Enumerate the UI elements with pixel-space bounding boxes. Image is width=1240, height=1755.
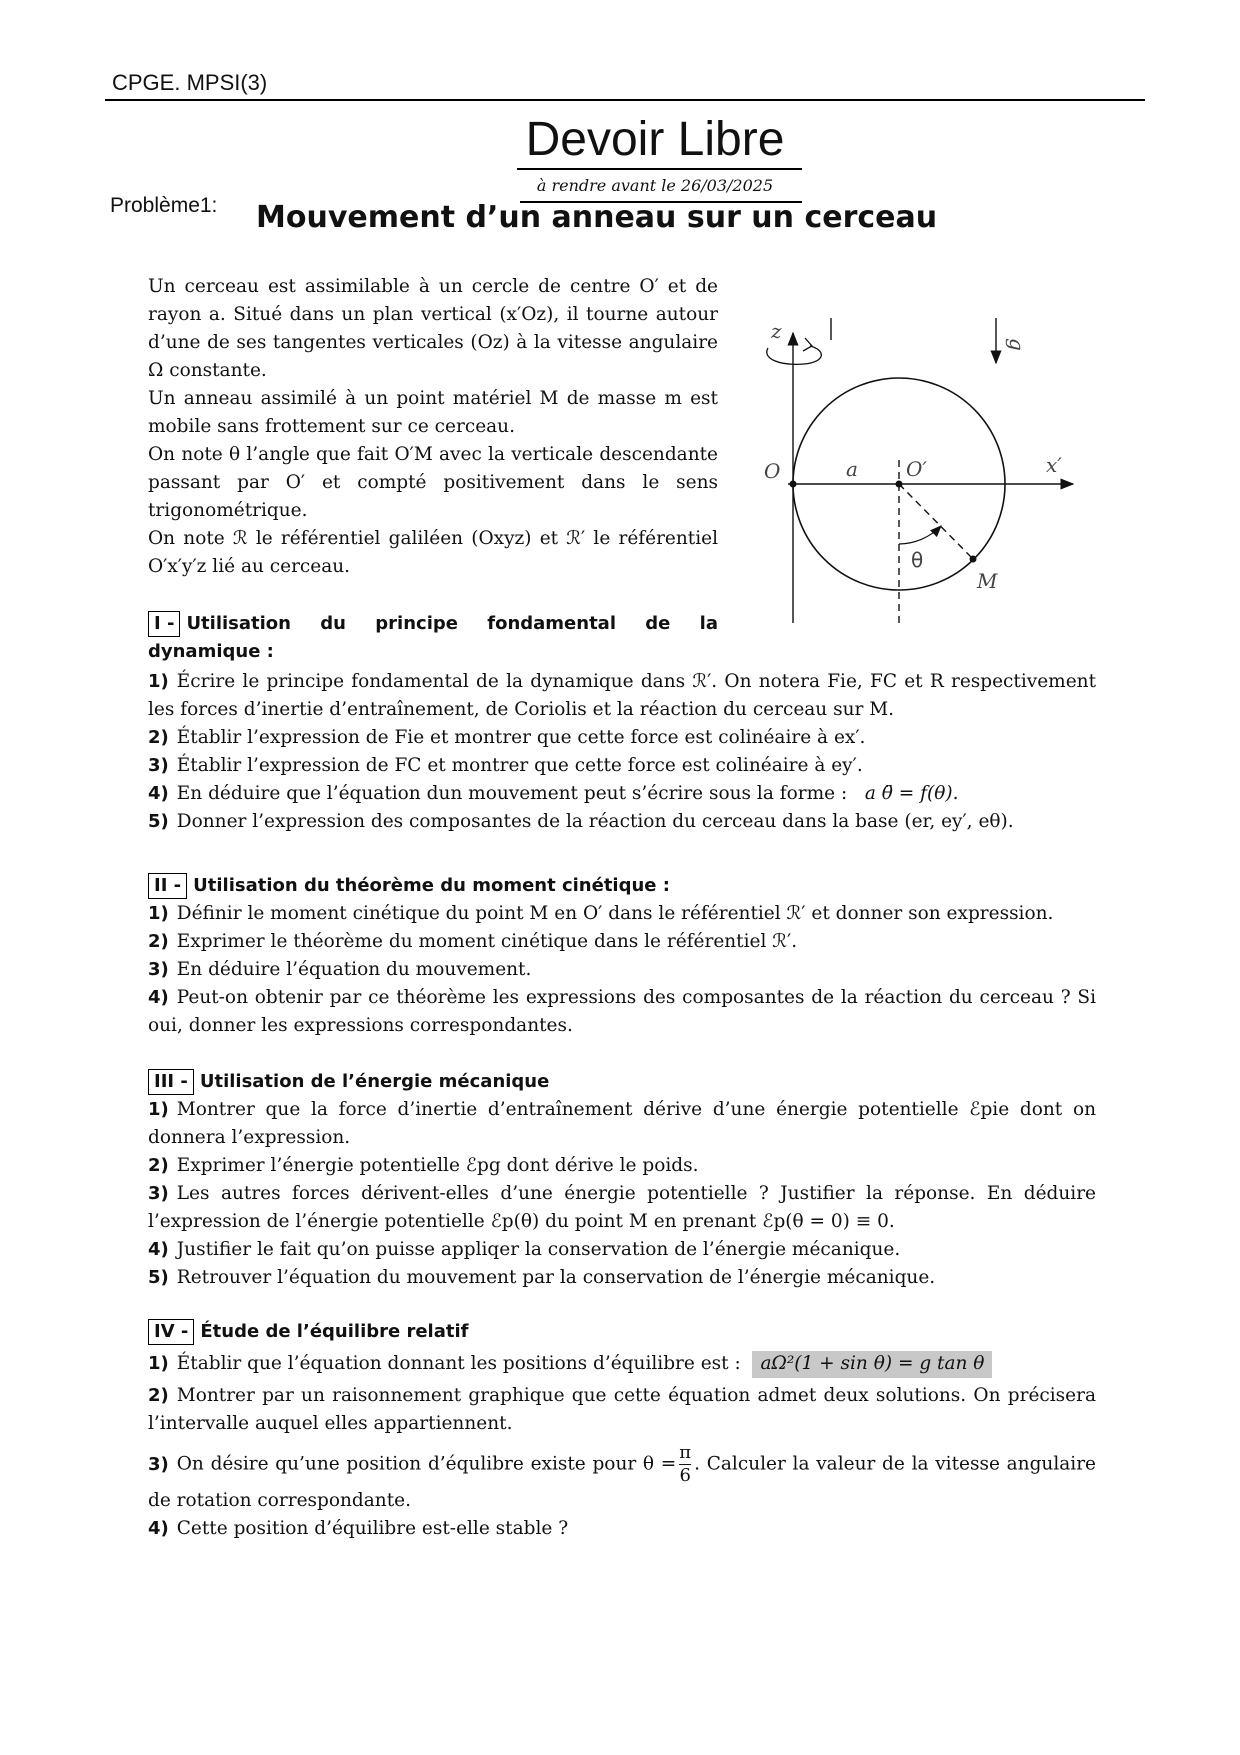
question-1-4: 4) En déduire que l’équation dun mouvement peut s’écrire sous la forme : a θ̈ = f(θ). (148, 783, 959, 804)
title-underline (517, 168, 802, 170)
intro-paragraph-4: On note ℛ le référentiel galiléen (Oxyz) et ℛ′ le référentiel O′x′y′z lié au cerceau. (148, 528, 718, 577)
pi-over-six: $\frac{\pi}{6}$ (679, 1442, 692, 1486)
intro-text (148, 273, 718, 581)
section-4-number: IV - (148, 1319, 194, 1345)
problem-title: Mouvement d’un anneau sur un cerceau (256, 200, 938, 235)
label-m: M (977, 569, 998, 593)
section-1-title: Utilisation du principe fondamental de la dynamique : (148, 613, 718, 662)
label-o-prime: O′ (906, 457, 927, 481)
intro-paragraph-2: Un anneau assimilé à un point matériel M de masse m est mobile sans frottement sur ce cerceau. (148, 388, 718, 437)
label-a: a (846, 457, 858, 481)
section-1-number: I - (148, 611, 180, 637)
question-3-2: 2) Exprimer l’énergie potentielle ℰpg dont dérive le poids. (148, 1155, 699, 1176)
question-4-2: 2) Montrer par un raisonnement graphique que cette équation admet deux solutions. On précisera l’intervalle auquel elles appartiennent. (148, 1385, 1096, 1434)
section-2 (148, 872, 1096, 1040)
question-2-1: 1) Définir le moment cinétique du point M en O′ dans le référentiel ℛ′ et donner son expression. (148, 903, 1054, 924)
section-4 (148, 1318, 1096, 1543)
point-o-prime (896, 481, 903, 488)
hoop-figure (748, 318, 1088, 623)
question-4-3: 3) On désire qu’une position d’équlibre existe pour θ = $\frac{\pi}{6}$ . Calculer la valeur de la vitesse angulaire de rotation correspondante. (148, 1442, 1097, 1511)
label-z: z (771, 319, 782, 343)
equilibrium-equation: aΩ²(1 + sin θ) = g tan θ (752, 1351, 992, 1378)
question-4-1: 1) Établir que l’équation donnant les positions d’équilibre est : aΩ²(1 + sin θ) = g tan θ (148, 1350, 1096, 1378)
section-3-number: III - (148, 1069, 194, 1095)
point-m (970, 556, 977, 563)
question-3-4: 4) Justifier le fait qu’on puisse appliqer la conservation de l’énergie mécanique. (148, 1239, 901, 1260)
question-4-4: 4) Cette position d’équilibre est-elle stable ? (148, 1518, 569, 1539)
document-title: Devoir Libre (525, 113, 785, 166)
section-3 (148, 1068, 1096, 1292)
point-o (790, 481, 797, 488)
section-2-title: Utilisation du théorème du moment cinétique : (193, 875, 670, 896)
course-header: CPGE. MPSI(3) (112, 70, 268, 95)
label-o: O (764, 459, 781, 483)
question-1-5: 5) Donner l’expression des composantes de la réaction du cerceau dans la base (er, ey′, eθ). (148, 811, 1014, 832)
problem-label: Problème1: (110, 194, 218, 217)
question-3-3: 3) Les autres forces dérivent-elles d’une énergie potentielle ? Justifier la réponse. En déduire l’expression de l’énergie potentielle ℰp(θ) du point M en prenant ℰp(θ = 0) ≡ 0. (148, 1183, 1096, 1232)
section-1-header (148, 610, 718, 666)
question-3-1: 1) Montrer que la force d’inertie d’entraînement dérive d’une énergie potentielle ℰpie dont on donnera l’expression. (148, 1099, 1096, 1148)
intro-paragraph-3: On note θ l’angle que fait O′M avec la verticale descendante passant par O′ et compté positivement dans le sens trigonométrique. (148, 444, 718, 521)
intro-paragraph-1: Un cerceau est assimilable à un cercle de centre O′ et de rayon a. Situé dans un plan vertical (x′Oz), il tourne autour d’une de ses tangentes verticales (Oz) à la vitesse angulaire Ω constante. (148, 276, 718, 381)
rotation-arrow-icon (767, 346, 822, 364)
question-1-2: 2) Établir l’expression de Fie et montrer que cette force est colinéaire à ex′. (148, 727, 866, 748)
section-1-questions (148, 668, 1096, 836)
equation-of-motion: a θ̈ = f(θ). (864, 783, 959, 804)
section-2-number: II - (148, 873, 187, 899)
question-2-3: 3) En déduire l’équation du mouvement. (148, 959, 532, 980)
section-4-title: Étude de l’équilibre relatif (200, 1321, 469, 1342)
deadline-text: à rendre avant le 26/03/2025 (536, 176, 774, 195)
question-1-1: 1) Écrire le principe fondamental de la dynamique dans ℛ′. On notera Fie, FC et R respectivement les forces d’inertie d’entraînement, de Coriolis et la réaction du cerceau sur M. (148, 671, 1096, 720)
theta-arc (899, 526, 941, 544)
label-g: g (1005, 338, 1029, 351)
label-theta: θ (911, 548, 924, 572)
question-2-4: 4) Peut-on obtenir par ce théorème les expressions des composantes de la réaction du cerceau ? Si oui, donner les expressions correspondantes. (148, 987, 1096, 1036)
section-3-title: Utilisation de l’énergie mécanique (199, 1071, 550, 1092)
question-2-2: 2) Exprimer le théorème du moment cinétique dans le référentiel ℛ′. (148, 931, 798, 952)
header-divider (105, 99, 1145, 101)
label-x-prime: x′ (1046, 453, 1062, 477)
question-3-5: 5) Retrouver l’équation du mouvement par la conservation de l’énergie mécanique. (148, 1267, 936, 1288)
question-1-3: 3) Établir l’expression de FC et montrer que cette force est colinéaire à ey′. (148, 755, 863, 776)
